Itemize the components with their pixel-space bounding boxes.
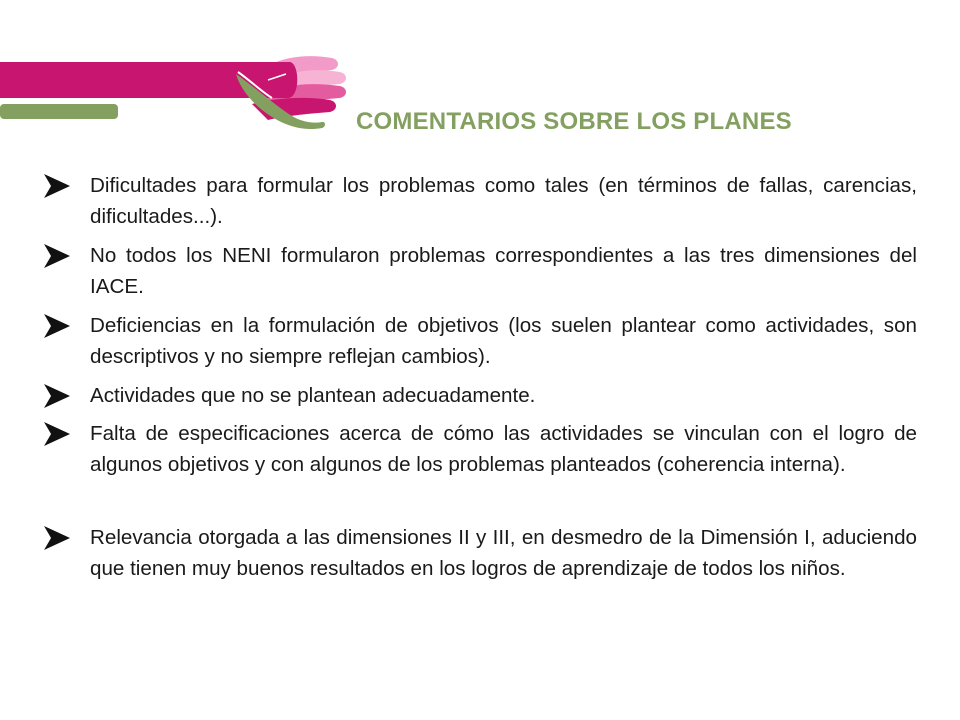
bullet-text: Falta de especificaciones acerca de cómo las actividades se vinculan con el logro de algunos objetivos y con algunos de los problemas planteados (coherencia interna). bbox=[90, 422, 917, 476]
arrowhead-bullet-icon bbox=[42, 420, 72, 448]
bullet-item bbox=[42, 522, 917, 584]
header-decoration bbox=[0, 0, 960, 160]
arrowhead-bullet-icon bbox=[42, 382, 72, 410]
slide-title: COMENTARIOS SOBRE LOS PLANES bbox=[356, 108, 792, 135]
bullet-text: Relevancia otorgada a las dimensiones II y III, en desmedro de la Dimensión I, aduciendo que tienen muy buenos resultados en los logros de aprendizaje de todos los niños. bbox=[90, 526, 917, 580]
arrowhead-bullet-icon bbox=[42, 172, 72, 200]
green-bar bbox=[0, 104, 118, 119]
bullet-text: Deficiencias en la formulación de objetivos (los suelen plantear como actividades, son descriptivos y no siempre reflejan cambios). bbox=[90, 314, 917, 368]
bullet-item bbox=[42, 170, 917, 232]
arrowhead-bullet-icon bbox=[42, 312, 72, 340]
hand-logo-icon bbox=[232, 56, 346, 129]
bullet-text: No todos los NENI formularon problemas correspondientes a las tres dimensiones del IACE. bbox=[90, 244, 917, 298]
bullet-item bbox=[42, 418, 917, 480]
arrowhead-bullet-icon bbox=[42, 242, 72, 270]
bullet-item bbox=[42, 310, 917, 372]
bullet-item bbox=[42, 380, 917, 411]
bullet-text: Dificultades para formular los problemas como tales (en términos de fallas, carencias, dificultades...). bbox=[90, 174, 917, 228]
arrowhead-bullet-icon bbox=[42, 524, 72, 552]
bullet-item bbox=[42, 240, 917, 302]
bullet-text: Actividades que no se plantean adecuadamente. bbox=[90, 384, 536, 407]
